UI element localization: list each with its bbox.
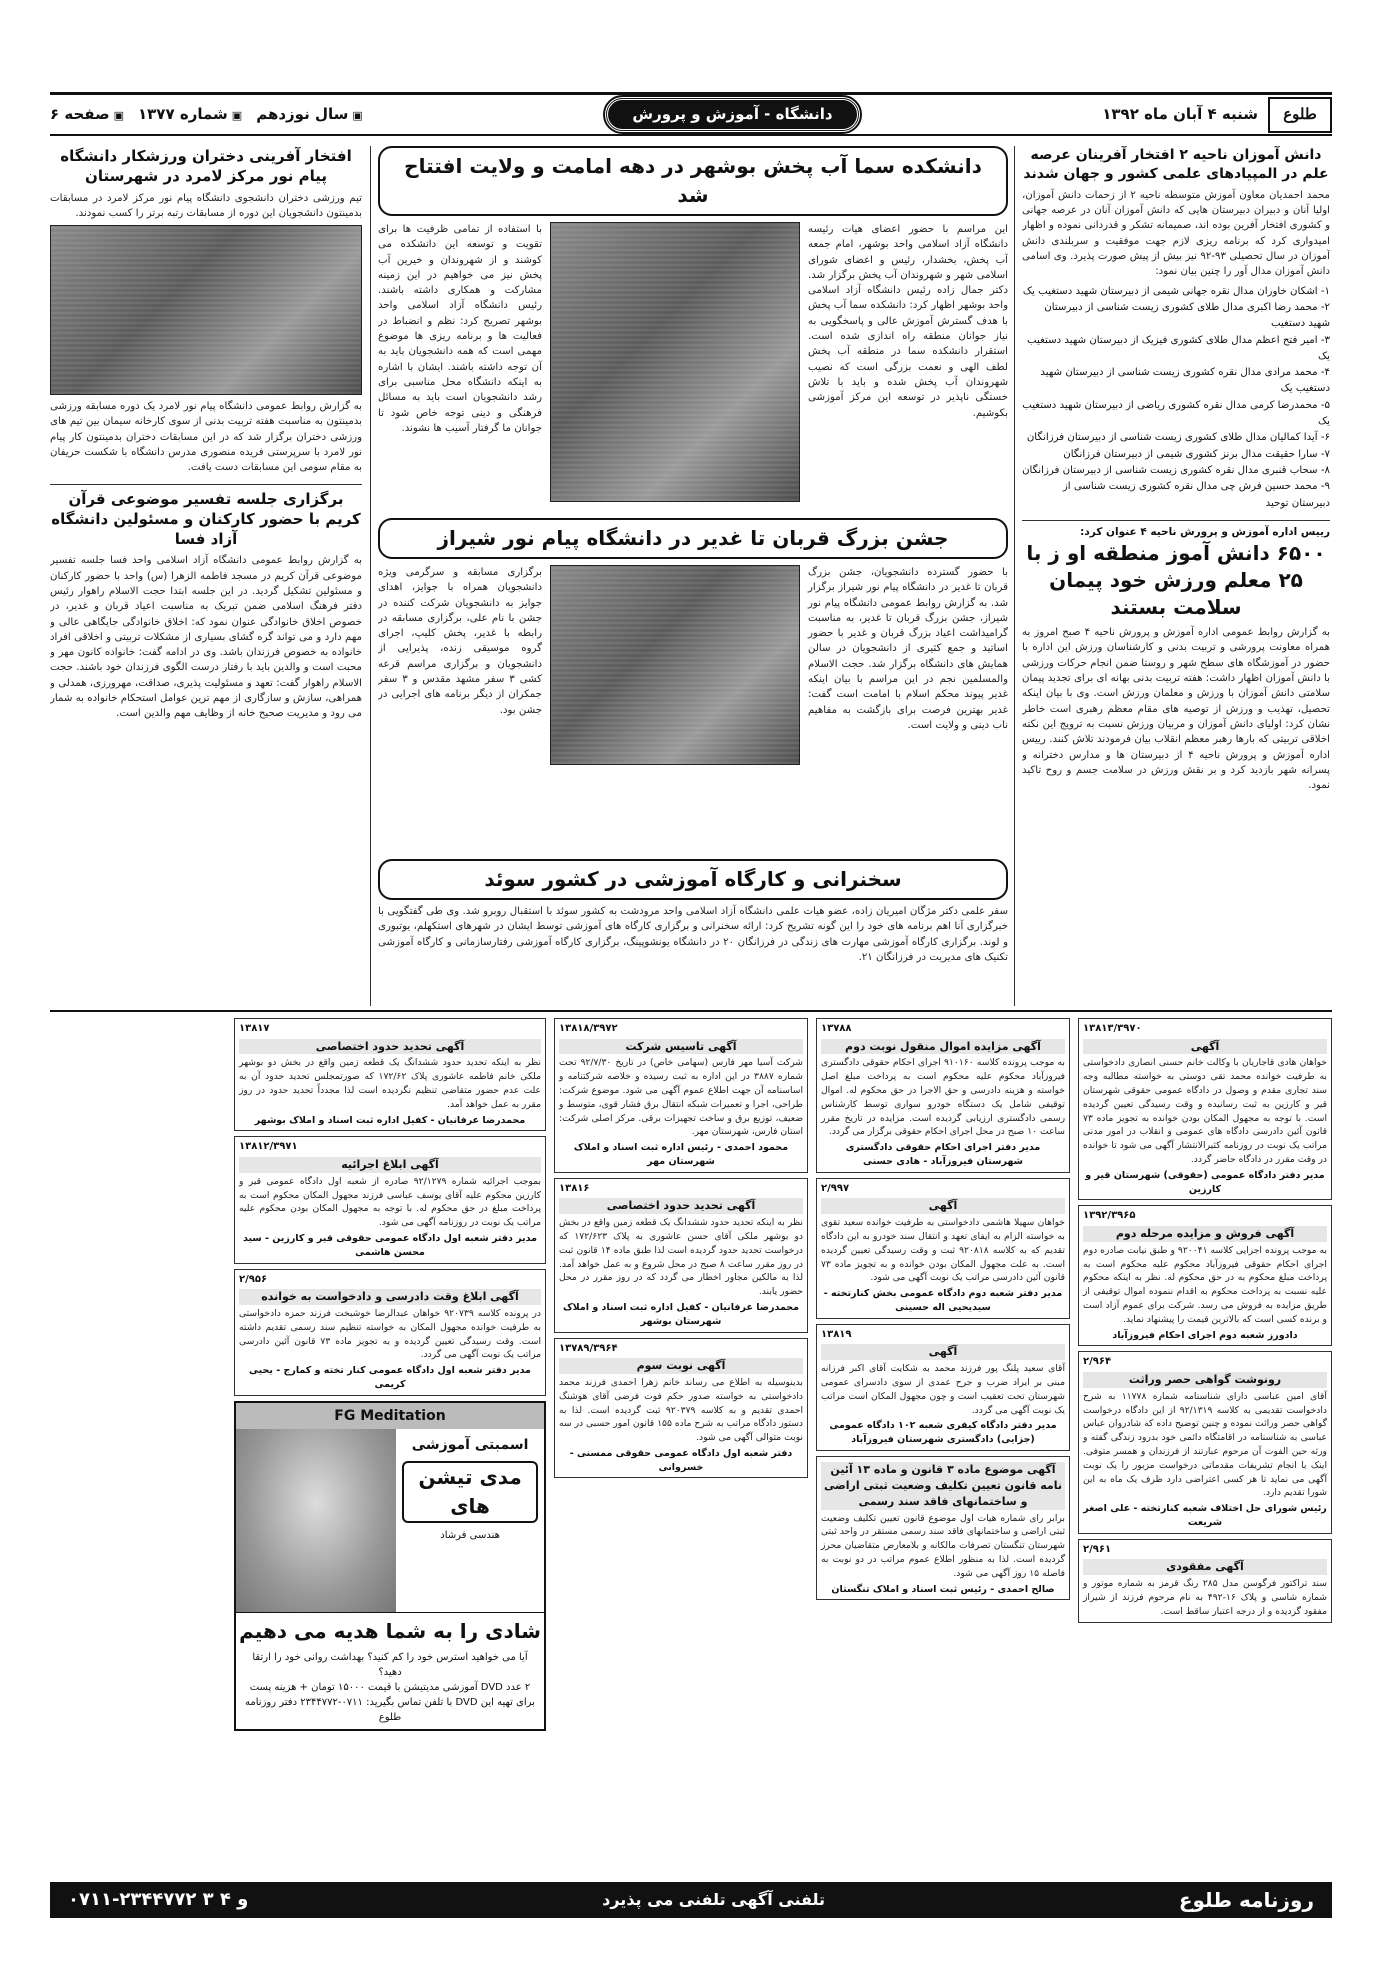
ad-title: آگهی ابلاغ اجرائیه (239, 1157, 541, 1173)
list-item: ۳- امیر فتح اعظم مدال طلای کشوری فیزیک از دبیرستان شهید دستغیب یک (1027, 334, 1330, 362)
ad-box (816, 1456, 1070, 1601)
meditation-figure-image (236, 1429, 396, 1612)
section-title: دانشگاه - آموزش و پرورش (605, 97, 859, 133)
medal-list (1022, 284, 1330, 512)
ad-box (234, 1018, 546, 1131)
meditation-ad-title-1: اسمبتی آموزشی (411, 1437, 529, 1453)
list-item: ۹- محمد حسین فرش چی مدال نقره کشوری زیست شناسی از دبیرستان توحید (1062, 481, 1330, 509)
center-headline: دانشکده سما آب پخش بوشهر در دهه امامت و ولایت افتتاح شد (378, 146, 1008, 216)
ad-signature: مدیر دفتر دادگاه کیفری شعبه ۱۰۲ دادگاه عمومی (جزایی) دادگستری شهرستان فیروزآباد (829, 1420, 1057, 1446)
issue-number: ▣ شماره ۱۳۷۷ (138, 104, 242, 126)
ad-text: نظر به اینکه تحدید حدود ششدانگ یک قطعه زمین واقع در بخش دو بوشهر ملکی خانم فاطمه عاشوری پلاک ۱۷۲/۶۲ که صورتمجلس تحدید حدود آن به علت عدم حضور متقاضی تنظیم نگردیده است لذا مجدداً تحدید حدود در روز مقرر به عمل خواهد آمد. (239, 1057, 541, 1110)
center-body-4: برگزاری مسابقه و سرگرمی ویژه دانشجویان همراه با جوایز، اهدای جوایز به دانشجویان شرکت کننده در جشن با نام علی، برگزاری مسابقه در رابطه با غدیر، پخش کلیپ، اجرای گروه موسیقی زنده، پذیرایی از دانشجویان و برگزاری مراسم قرعه کشی ۳ سفر مشهد مقدس و ۳ سفر جمکران از دیگر برنامه های اجرایی در جشن بود. (378, 567, 542, 716)
ad-text: نظر به اینکه تحدید حدود ششدانگ یک قطعه زمین واقع در بخش دو بوشهر ملکی آقای حسن عاشوری به پلاک ۱۷۲/۶۲۳ که درخواست تحدید حدود گردیده است لذا طبق ماده ۱۴ قانون ثبت در روز مقرر ساعت ۸ صبح در محل شروع و به عمل خواهد آمد. لذا به مالکین مجاور اخطار می گردد که در روز مقرر در محل حضور یابند. (559, 1217, 804, 1298)
ad-signature: صالح احمدی - رئیس ثبت اسناد و املاک تنگستان (831, 1583, 1055, 1595)
ad-title: آگهی ابلاغ وقت دادرسی و دادخواست به خوانده (239, 1289, 541, 1305)
ad-signature: رئیس شورای حل اختلاف شعبه کنارتخته - علی اصغر شریعت (1083, 1503, 1327, 1528)
ad-title: آگهی موضوع ماده ۳ قانون و ماده ۱۳ آئین نامه قانون تعیین تکلیف وضعیت ثبتی اراضی و ساختمانهای فاقد سند رسمی (821, 1462, 1065, 1510)
list-item: ۲- محمد رضا اکبری مدال طلای کشوری زیست شناسی از دبیرستان شهید دستغیب (1044, 301, 1330, 330)
column-rule (370, 146, 371, 1006)
ad-signature: مدیر دفتر اجرای احکام حقوقی دادگستری شهرستان فیروزآباد - هادی حسنی (845, 1142, 1041, 1167)
page-number: ▣ صفحه ۶ (50, 104, 124, 126)
meditation-ad-note-1: آیا می خواهید استرس خود را کم کنید؟ بهداشت روانی خود را ارتقا دهید؟ (252, 1651, 528, 1678)
phone-bar-name: روزنامه طلوع (1178, 1887, 1314, 1912)
ad-text: سند تراکتور فرگوسن مدل ۲۸۵ رنگ قرمز به شماره موتور و شماره شاسی و پلاک ۱۶-۴۹۲ به نام مرحوم فرزند از شیراز مفقود گردیده و از درجه اعتبار ساقط است. (1083, 1578, 1328, 1617)
list-item: ۴- محمد مرادی مدال نقره کشوری زیست شناسی از دبیرستان شهید دستغیب یک (1040, 367, 1330, 395)
center-body-1: این مراسم با حضور اعضای هیات رئیسه دانشگاه آزاد اسلامی واحد بوشهر، امام جمعه آب پخش، بخشدار، رئیس و اعضای شورای اسلامی شهر و شهروندان آب پخش برگزار شد. دکتر جمال زاده رئیس دانشگاه آزاد اسلامی واحد بوشهر اظهار کرد: دانشکده سما آب پخش با هدف گسترش آموزش عالی و پاسخگویی به نیاز جوانان منطقه راه اندازی شده است. استقرار دانشکده سما در منطقه آب پخش لطف الهی و نعمت بزرگی است که نصیب شهروندان آب پخش شده و باید با تلاش خستگی ناپذیر در توسعه این مرکز آموزشی بکوشیم. (808, 224, 1008, 419)
classified-ads (50, 1010, 1332, 1918)
list-item: ۱- اشکان خاوران مدال نقره جهانی شیمی از دبیرستان شهید دستغیب یک (1022, 285, 1330, 297)
ad-title: آگهی فروش و مزایده مرحله دوم (1083, 1226, 1327, 1242)
ad-text: آقای سعید پلنگ پور فرزند محمد به شکایت آقای اکبر فرزانه مبنی بر ایراد ضرب و جرح عمدی از سوی دادسرای عمومی شهرستان تحت تعقیب است و چون مجهول المکان است مراتب یک نوبت آگهی می گردد. (821, 1363, 1065, 1416)
ads-column-3 (554, 1018, 808, 1918)
ad-text: به موجب پرونده اجرایی کلاسه ۹۲۰۰۴۱ و طبق نیابت صادره دوم اجرای احکام حقوقی فیروزآباد محکوم علیه محکوم است به پرداخت مبلغ محکوم به در حق محکوم له. نظر به اینکه محکوم علیه نسبت به پرداخت محکوم به اقدام ننموده اموال توقیفی از طریق مزایده به فروش می رسد. شرکت برای عموم آزاد است و برنده کسی است که بالاترین قیمت را پیشنهاد نماید. (1083, 1244, 1327, 1325)
ad-title: آگهی مزایده اموال منقول نوبت دوم (821, 1039, 1065, 1055)
ad-title: آگهی مفقودی (1083, 1559, 1327, 1575)
list-item: ۸- سحاب قنبری مدال نقره کشوری زیست شناسی از دبیرستان فرزانگان (1022, 465, 1330, 476)
right-column (1022, 146, 1330, 1006)
list-item: ۶- آیدا کمالیان مدال طلای کشوری زیست شناسی از دبیرستان فرزانگان (1026, 432, 1330, 444)
ad-number: ۱۳۸۱۳/۳۹۷۰ (1083, 1023, 1142, 1034)
meditation-ad-note-3: برای تهیه این DVD با تلفن تماس بگیرید: ۰۷۱۱-۲۳۴۴۷۷۲ دفتر روزنامه طلوع (245, 1696, 535, 1723)
center-body-3: با حضور گسترده دانشجویان، جشن بزرگ قربان تا غدیر در دانشگاه پیام نور شیراز برگزار شد. به گزارش روابط عمومی دانشگاه پیام نور شیراز، جشن بزرگ قربان تا غدیر، به مناسبت گرامیداشت اعیاد بزرگ قربان و غدیر با حضور اساتید و جمع کثیری از دانشجویان در سالن همایش های دانشگاه برگزار شد. حجت الاسلام والمسلمین نجم در این مراسم با بیان اینکه غدیر پیوند محکم اسلام با امامت است گفت: غدیر بهترین فرصت برای بازگشت به مفاهیم ناب دینی و ولایت است. (808, 567, 1008, 731)
ad-signature: مدیر دفتر دادگاه عمومی (حقوقی) شهرستان قیر و کارزین (1085, 1169, 1325, 1195)
right-headline-2: ۶۵۰۰ دانش آموز منطقه او ز با ۲۵ معلم ورزش خود پیمان سلامت بستند (1026, 541, 1326, 620)
right-lead: محمد احمدیان معاون آموزش متوسطه ناحیه ۲ از زحمات دانش آموزان، اولیا آنان و دبیران دبیرستان هایی که دانش آموزان آنان در عرصه جهانی و کشوری افتخار آفرین بوده اند، صمیمانه تشکر و قدردانی نموده و اظهار امیدواری کرد که برنامه ریزی لازم جهت موفقیت و سربلندی دانش آموزان در سال تحصیلی ۹۳-۹۲ نیز بیش از پیش صورت پذیرد. وی اسامی دانش آموزان مدال آور را چنین بیان نمود: (1022, 189, 1330, 278)
left-body-1: تیم ورزشی دختران دانشجوی دانشگاه پیام نور مرکز لامرد در مسابقات بدمینتون دانشجویان این دوره از مسابقات رتبه برتر را کسب نمودند. (50, 192, 362, 219)
ad-signature: دفتر شعبه اول دادگاه عمومی حقوقی ممسنی - خسروانی (569, 1447, 793, 1473)
ads-column-4 (234, 1018, 546, 1918)
ad-number: ۲/۹۶۱ (1083, 1543, 1112, 1555)
meditation-ad-note-2: ۲ عدد DVD آموزشی مدیتیشن با قیمت ۱۵۰۰۰ تومان + هزینه پست (249, 1681, 531, 1693)
issue-date: شنبه ۴ آبان ماه ۱۳۹۲ (1102, 104, 1258, 123)
ad-box (554, 1338, 808, 1479)
meditation-ad-note (236, 1650, 544, 1729)
ad-number: ۱۳۷۸۹/۳۹۶۴ (559, 1342, 618, 1354)
ad-number: ۲/۹۵۶ (239, 1273, 268, 1285)
center-body-5: سفر علمی دکتر مژگان امیریان زاده، عضو هیات علمی دانشگاه آزاد اسلامی واحد مرودشت به کشور سوئد با استقبال روبرو شد. وی طی گفتگویی با خبرگزاری آنا اهم برنامه های خود را این گونه تشریح کرد: ارائه سخنرانی و برگزاری کارگاه های آموزشی توسط ایشان در شهرهای استکهلم، یوتبوری و لوند. برگزاری کارگاه آموزشی مهارت های زندگی در فرزانگان ۲۰ در دانشگاه یونشوپینگ، برگزاری کارگاه آموزشی رفتارسازمانی و کارگاه آموزشی تکنیک های مدیریت در فرزانگان ۲۱. (378, 906, 1008, 963)
ad-number: ۱۳۸۱۹ (821, 1328, 852, 1340)
phone-bar-number: ۰۷۱۱-۲۳۴۴۷۷۲ ۳ و ۴ (68, 1888, 249, 1910)
center-body-2: با استفاده از تمامی ظرفیت ها برای تقویت و توسعه این دانشکده می کوشند و از شهروندان و خیرین آب پخش نیز می خواهیم در این زمینه مشارکت و همکاری داشته باشند. رئیس دانشگاه آزاد اسلامی واحد بوشهر تصریح کرد: نظم و انضباط در فعالیت ها و برنامه ریزی ها موضوع مهمی است که همه دانشجویان باید به آن توجه داشته باشند. ایشان با اشاره به اینکه دانشگاه محل مناسبی برای رشد دانشجویان است باید به مسائل فرهنگی و دینی توجه خاص شود تا جوانان ما گرفتار آسیب ها نشوند. (378, 224, 542, 434)
ad-number: ۲/۹۹۷ (821, 1182, 850, 1194)
ad-box (554, 1178, 808, 1333)
ad-box (554, 1018, 808, 1173)
list-item: ۷- سارا حقیقت مدال برنز کشوری شیمی از دبیرستان فرزانگان (1063, 448, 1330, 460)
ad-box (1078, 1205, 1332, 1346)
meditation-ad-title-3: هندسی فرشاد (440, 1530, 500, 1542)
ad-text: خواهان سهیلا هاشمی دادخواستی به طرفیت خوانده سعید تقوی به خواسته الزام به ایفای تعهد و انتقال سند خودرو به این دادگاه تقدیم که به کلاسه ۹۲۰۸۱۸ ثبت و وقت رسیدگی تعیین گردیده است. به علت مجهول المکان بودن خوانده و به تجویز ماده ۷۳ قانون آئین دادرسی مراتب یک نوبت آگهی می شود. (821, 1217, 1065, 1284)
meditation-ad-text (396, 1429, 544, 1612)
ads-column-2 (816, 1018, 1070, 1918)
list-item: ۵- محمدرضا کرمی مدال نقره کشوری ریاضی از دبیرستان شهید دستغیب یک (1022, 399, 1330, 428)
ad-text: بموجب اجرائیه شماره ۹۲/۱۲۷۹ صادره از شعبه اول دادگاه عمومی قیر و کارزین محکوم علیه آقای یوسف عباسی فرزند مجهول المکان محکوم است به پرداخت مبلغ در حق محکوم له. با توجه به مجهول المکان بودن محکوم علیه مراتب یک نوبت در روزنامه آگهی می شود. (239, 1175, 541, 1229)
ad-box (1078, 1539, 1332, 1623)
ad-box (816, 1324, 1070, 1451)
meditation-ad-header: FG Meditation (236, 1403, 544, 1429)
ad-box (234, 1136, 546, 1263)
phone-ad-bar (50, 1882, 1332, 1918)
newspaper-logo: طلوع (1268, 97, 1332, 133)
ad-signature: مدیر دفتر شعبه اول دادگاه عمومی کنار تخته و کمارج - یحیی کریمی (249, 1365, 531, 1390)
meditation-ad-slogan: شادی را به شما هدیه می دهیم (236, 1612, 544, 1650)
center-headline-3: سخنرانی و کارگاه آموزشی در کشور سوئد (378, 859, 1008, 900)
ads-column-1 (1078, 1018, 1332, 1918)
ad-title: آگهی (821, 1198, 1065, 1214)
center-headline-2: جشن بزرگ قربان تا غدیر در دانشگاه پیام نور شیراز (378, 518, 1008, 559)
meditation-ad-body (236, 1429, 544, 1612)
ad-title: آگهی (821, 1344, 1065, 1360)
ad-number: ۲/۹۶۴ (1083, 1356, 1112, 1368)
ad-signature: دادورز شعبه دوم اجرای احکام فیروزآباد (1112, 1329, 1298, 1341)
ad-title: آگهی تحدید حدود اختصاصی (239, 1039, 541, 1055)
ad-box (816, 1018, 1070, 1173)
right-body-2: به گزارش روابط عمومی اداره آموزش و پرورش ناحیه ۴ صبح امروز به همراه معاونت پرورشی و تربیت بدنی و کارشناسان ورزش این اداره با حضور در آموزشگاه های سطح شهر و روستا ضمن انجام حرکات ورزشی با دانش آموزان اظهار داشت: هفته تربیت بدنی بهانه ای برای تجدید پیمان سلامتی دانش آموزان با ورزش و معلمان ورزش است. وی با بیان اینکه تحصیل، تهذیب و ورزش از توصیه های مقام معظم رهبری است خاطر نشان کرد: اولیای دانش آموزان و مربیان ورزش نسبت به ترویج این نکته اخلاقی تربیتی که بارها رهبر معظم انقلاب بیان فرمودند تلاش کنند. رییس اداره آموزش و پرورش ناحیه ۴ از دبیرستان ها و مدارس دخترانه و پسرانه شهر بازدید کرد و بر نقش ورزش در سلامت جسم و روح تاکید نمود. (1022, 627, 1330, 792)
ad-text: خواهان هادی قاجاریان با وکالت خانم حسنی انصاری دادخواستی به طرفیت خوانده محمد تقی دوستی به خواسته مطالبه وجه سند تجاری مقدم و وصول در دادگاه عمومی حقوقی شهرستان قیر و کارزین به ثبت رسانیده و وقت رسیدگی تعیین گردیده است. با توجه به مجهول المکان بودن خوانده به تجویز ماده ۷۳ قانون آئین دادرسی دادگاه های عمومی و انقلاب در امور مدنی مراتب یک نوبت در روزنامه کثیرالانتشار آگهی می شود تا خوانده در وقت مقرر در دادگاه حاضر گردد. (1083, 1057, 1327, 1166)
phone-bar-text: تلفنی آگهی تلفنی می پذیرد (602, 1890, 826, 1910)
masthead-right (1102, 97, 1332, 133)
ad-text: شرکت آسیا مهر فارس (سهامی خاص) در تاریخ ۹۲/۷/۳۰ تحت شماره ۳۸۸۷ در این اداره به ثبت رسیده و خلاصه شرکتنامه و اساسنامه آن جهت اطلاع عموم آگهی می شود. موضوع شرکت: طراحی، اجرا و تعمیرات شبکه انتقال برق فشار قوی، متوسط و ضعیف، توزیع برق و ساخت تجهیزات برقی. مرکز اصلی شرکت: استان فارس، شهرستان مهر. (559, 1057, 803, 1138)
ad-box (234, 1269, 546, 1396)
right-kicker: رییس اداره آموزش و پرورش ناحیه ۴ عنوان کرد: (1080, 525, 1330, 538)
ad-text: در پرونده کلاسه ۹۲۰۷۳۹ خواهان عبدالرضا خوشبخت فرزند حمزه دادخواستی به طرفیت خوانده مجهول المکان به خواسته تنظیم سند رسمی تقدیم داشته است. وقت رسیدگی تعیین گردیده و به تجویز ماده ۷۳ قانون آئین دادرسی مراتب یک نوبت آگهی می گردد. (239, 1307, 541, 1361)
column-rule (1014, 146, 1015, 1006)
issue-year: ▣ سال نوزدهم (256, 104, 363, 126)
ad-number: ۱۳۸۱۶ (559, 1182, 590, 1194)
left-body-2: به گزارش روابط عمومی دانشگاه پیام نور لامرد یک دوره مسابقه ورزشی بدمینتون به مناسبت هفته تربیت بدنی از سوی کارخانه سیمان بین تیم های ورزشی دختران برگزار شد که در این مسابقات دختران بدمینتون کار پیام نور لامرد با سرپرستی فریده منصوری مدرس دانشگاه با شکست حریفان به مقام سومی این مسابقات دست یافت. (50, 401, 362, 474)
ad-text: بدینوسیله به اطلاع می رساند خانم زهرا احمدی فرزند محمد دادخواستی به خواسته صدور حکم فوت فرضی آقای هوشنگ احمدی تقدیم و به کلاسه ۹۲۰۳۷۹ ثبت گردیده است. لذا به دستور دادگاه مراتب به شرح ماده ۱۵۵ قانون امور حسبی در سه نوبت متوالی آگهی می شود. (559, 1376, 803, 1444)
ad-title: آگهی تاسیس شرکت (559, 1039, 803, 1055)
center-story-2 (378, 565, 1008, 855)
ad-signature: محمود احمدی - رئیس اداره ثبت اسناد و املاک شهرستان مهر (573, 1142, 789, 1167)
ad-title: آگهی نوبت سوم (559, 1358, 803, 1374)
center-column (378, 146, 1008, 1006)
left-headline-2: برگزاری جلسه تفسیر موضوعی قرآن کریم با حضور کارکنان و مسئولین دانشگاه آزاد فسا (51, 489, 361, 549)
ad-title: رونوشت گواهی حصر وراثت (1083, 1372, 1327, 1388)
ad-signature: مدیر دفتر شعبه اول دادگاه عمومی حقوقی قیر و کارزین - سید محسن هاشمی (242, 1233, 538, 1258)
ad-text: به موجب پرونده کلاسه ۹۱۰۱۶۰ اجرای احکام حقوقی دادگستری فیروزآباد محکوم علیه محکوم است به پرداخت مبلغ اصل خواسته و هزینه دادرسی و حق الاجرا در حق محکوم له. اموال توقیفی شامل یک دستگاه خودرو سواری توسط کارشناس رسمی دادگستری ارزیابی گردیده است. مزایده در تاریخ مقرر ساعت ۱۰ صبح در محل اجرای احکام حقوقی برگزار می گردد. (821, 1057, 1065, 1138)
ad-title: آگهی (1083, 1039, 1327, 1055)
celebration-photo (550, 565, 800, 765)
left-column (50, 146, 362, 1006)
ad-signature: محمدرضا عرفانیان - کفیل اداره ثبت اسناد و املاک بوشهر (254, 1114, 526, 1126)
ad-box (1078, 1018, 1332, 1200)
ad-number: ۱۳۸۱۷ (239, 1023, 270, 1034)
ad-number: ۱۳۸۱۲/۳۹۷۱ (239, 1141, 298, 1153)
ad-title: آگهی تحدید حدود اختصاصی (559, 1198, 803, 1214)
masthead-left (50, 104, 363, 126)
ad-signature: محمدرضا عرفانیان - کفیل اداره ثبت اسناد و املاک شهرستان بوشهر (562, 1301, 800, 1327)
ad-number: ۱۳۹۲/۳۹۶۵ (1083, 1210, 1136, 1222)
ad-text: برابر رای شماره هیات اول موضوع قانون تعیین تکلیف وضعیت ثبتی اراضی و ساختمانهای فاقد سند رسمی مستقر در واحد ثبتی شهرستان تنگستان تصرفات مالکانه و بلامعارض متقاضیان محرز گردیده است. لذا به منظور اطلاع عموم مراتب در دو نوبت به فاصله ۱۵ روز آگهی می شود. (821, 1512, 1065, 1579)
athletes-photo (50, 225, 362, 395)
right-headline: دانش آموزان ناحیه ۲ افتخار آفرینان عرصه علم در المپیادهای علمی کشور و جهان شدند (1023, 147, 1329, 182)
meditation-ad (234, 1401, 546, 1731)
masthead (50, 92, 1332, 136)
ad-number: ۱۳۷۸۸ (821, 1023, 852, 1034)
meditation-ad-title-2: مدی تیشن های (402, 1461, 538, 1523)
ad-box (1078, 1351, 1332, 1533)
left-headline: افتخار آفرینی دختران ورزشکار دانشگاه پیام نور مرکز لامرد در شهرستان (60, 147, 352, 186)
ad-box (816, 1178, 1070, 1319)
ad-number: ۱۳۸۱۸/۳۹۷۲ (559, 1023, 618, 1034)
left-body-3: به گزارش روابط عمومی دانشگاه آزاد اسلامی واحد فسا جلسه تفسیر موضوعی قرآن کریم در مسجد فاطمه الزهرا (س) واحد با حضور کارکنان و مسئولین تشکیل گردید. در این جلسه ابتدا حجت الاسلام راهوار رئیس دفتر فرهنگ اسلامی ضمن تبریک به مناسبت اعیاد قربان و غدیر، در خصوص اخلاق خانوادگی عنوان نمود که: اخلاق خانوادگی جایگاهی عالی و مهم دارد و می تواند گره گشای بسیاری از مشکلات تربیتی و اخلاقی افراد خانواده به خصوص فرزندان باشد. وی در ادامه گفت: خانواده کانون مهر و محبت است و والدین باید با رفتار درست الگوی فرزندان خود باشند. حجت الاسلام راهوار گفت: تعهد و مسئولیت پذیری، صداقت، مهرورزی، همدلی و همراهی، سازش و سازگاری از مهم ترین عوامل استحکام خانواده به شمار می رود و مدیریت صحیح خانه از وظایف مهم والدین است. (50, 555, 362, 720)
ad-text: آقای امین عباسی دارای شناسنامه شماره ۱۱۷۷۸ به شرح دادخواست تقدیمی به کلاسه ۹۲/۱۳۱۹ از این دادگاه درخواست گواهی حصر وراثت نموده و چنین توضیح داده که شادروان عباس عباسی به شناسنامه در اقامتگاه دائمی خود بدرود زندگی گفته و ورثه حین الفوت آن مرحوم عبارتند از فرزندان و همسر متوفی. اینک با انجام تشریفات مقدماتی درخواست مزبور را یک نوبت آگهی می نماید تا هر کسی اعتراضی دارد ظرف یک ماه به این شورا تقدیم دارد. (1083, 1390, 1327, 1499)
ad-signature: مدیر دفتر شعبه دوم دادگاه عمومی بخش کنارتخته - سیدیحیی اله حسینی (823, 1288, 1063, 1313)
center-story-1 (378, 222, 1008, 512)
ceremony-photo (550, 222, 800, 502)
